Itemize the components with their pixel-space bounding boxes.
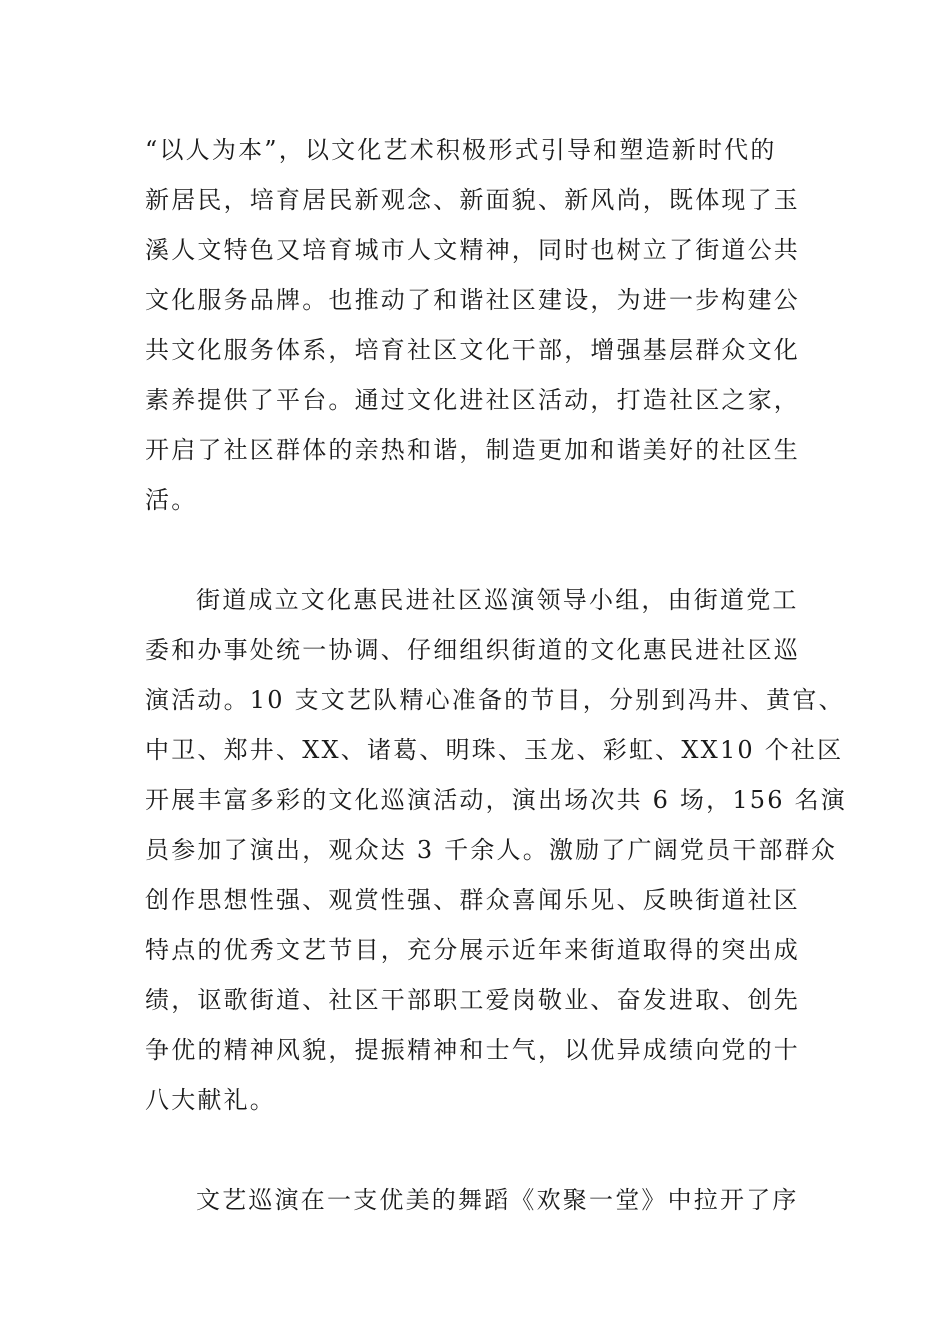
text-line: 创作思想性强、观赏性强、群众喜闻乐见、反映街道社区 (145, 886, 800, 914)
text-line: 绩，讴歌街道、社区干部职工爱岗敬业、奋发进取、创先 (145, 986, 800, 1014)
text-line: 素养提供了平台。通过文化进社区活动，打造社区之家， (145, 386, 800, 414)
text-line: 争优的精神风貌，提振精神和士气，以优异成绩向党的十 (145, 1036, 800, 1064)
text-line: 中卫、郑井、XX、诸葛、明珠、玉龙、彩虹、XX10 个社区 (145, 736, 844, 764)
text-line: 共文化服务体系，培育社区文化干部，增强基层群众文化 (145, 336, 800, 364)
text-line: 开启了社区群体的亲热和谐，制造更加和谐美好的社区生 (145, 436, 800, 464)
text-line: 员参加了演出，观众达 3 千余人。激励了广阔党员干部群众 (145, 836, 838, 864)
text-line: 活。 (145, 486, 198, 514)
text-line: 委和办事处统一协调、仔细组织街道的文化惠民进社区巡 (145, 636, 800, 664)
text-line: 特点的优秀文艺节目，充分展示近年来街道取得的突出成 (145, 936, 800, 964)
text-line: 溪人文特色又培育城市人文精神，同时也树立了街道公共 (145, 236, 800, 264)
text-line: 文艺巡演在一支优美的舞蹈《欢聚一堂》中拉开了序 (196, 1186, 799, 1214)
text-line: 八大献礼。 (145, 1086, 276, 1114)
text-line: 演活动。10 支文艺队精心准备的节目，分别到冯井、黄官、 (145, 686, 845, 714)
text-line: 街道成立文化惠民进社区巡演领导小组，由街道党工 (196, 586, 799, 614)
text-line: 文化服务品牌。也推动了和谐社区建设，为进一步构建公 (145, 286, 800, 314)
text-line: 开展丰富多彩的文化巡演活动，演出场次共 6 场，156 名演 (145, 786, 847, 814)
text-line: “以人为本”，以文化艺术积极形式引导和塑造新时代的 (145, 136, 777, 164)
text-line: 新居民，培育居民新观念、新面貌、新风尚，既体现了玉 (145, 186, 800, 214)
